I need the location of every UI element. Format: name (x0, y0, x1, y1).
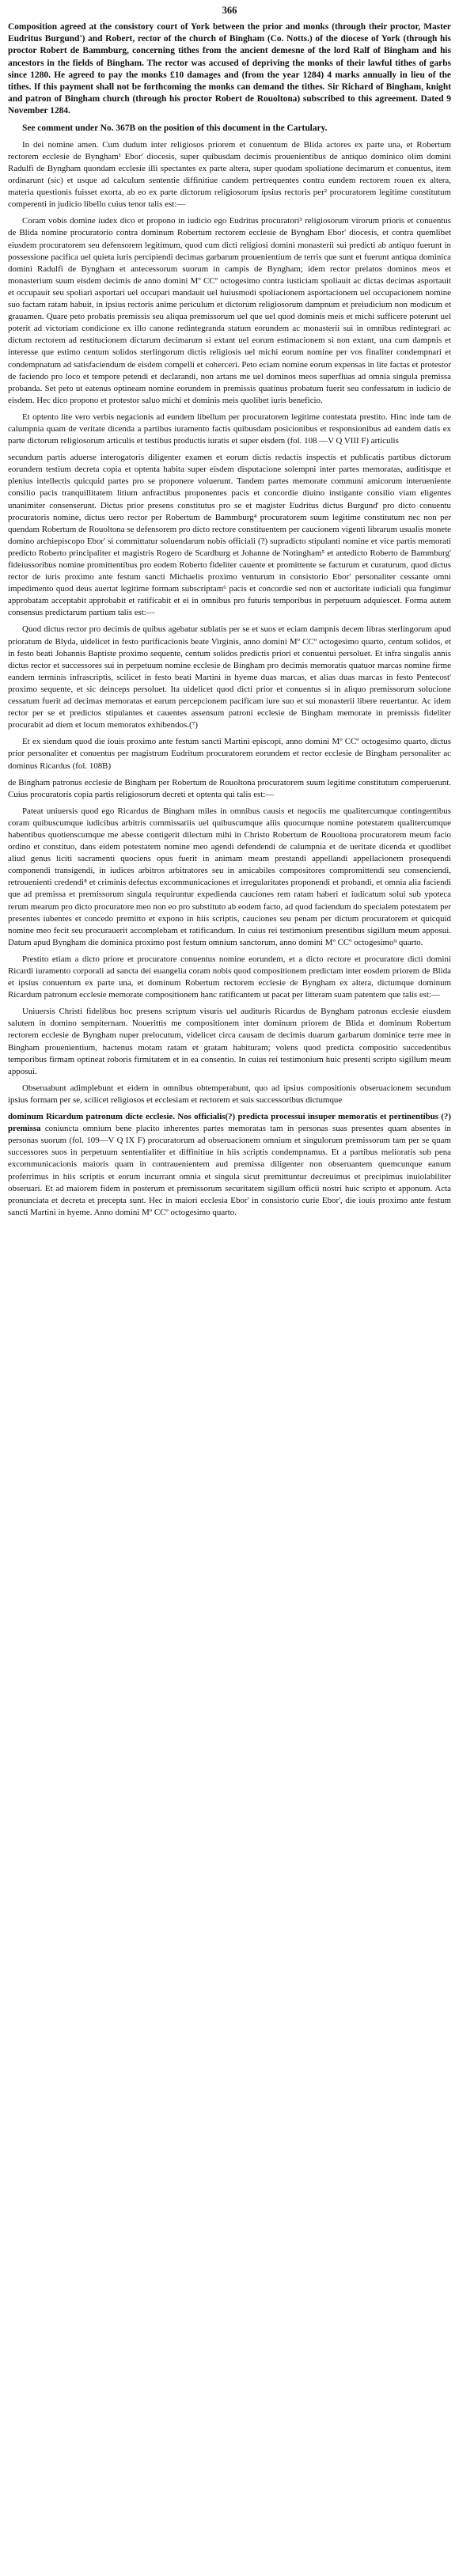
latin-paragraph-5: Quod dictus rector pro decimis de quibus agebatur sublatis per se et suos et eciam dampnis decem libras sterlingorum apud prioratum de Blyda, uidelicet in festo purificacionis beate Virginis, anno domini Mº CCº octogesimo quarto, centum solidos, et in festo beati Johannis Baptiste proximo sequente, centum solidos predictis priori et conuentui persoluet. Et infra singulis annis dictus rector et successores sui in perpetuum nomine ecclesie de Bingham pro decimis memoratis quatuor marcas nomine firme eandem terminis infrascriptis, scilicet in festo beati Martini in hyeme duas marcas, et alias duas marcas in festo Pentecost' proximo sequente, et sic deinceps persoluet. Ita uidelicet quod dicti prior et conuentus si in aliquo premissorum solucione cessatum fuerit ad decimas memoratas et earum percepcionem pacificam iure suo et sui monasterii libere reuertantur. Ac idem rector per se et predictos stipulantes et cauentes assensum patroni ecclesie de Bingham memorate in premissis fideliter procurabit ad diem et locum memoratos exhibendos.(⁷) (8, 624, 451, 730)
latin-paragraph-7: de Bingham patronus ecclesie de Bingham per Robertum de Rouoltona procuratorem suum legitime constitutum comperuerunt. Cuius procuratoris copia partis religiosorum decreti et optenta qui talis est:— (8, 777, 451, 799)
latin-paragraph-1: In dei nomine amen. Cum dudum inter religiosos priorem et conuentum de Blida actores ex parte una, et Robertum rectorem ecclesie de Byngham¹ Ebor' diocesis, super quibusdam decimis prouenientibus de antiquo dominico olim domini Radulfi de Byngham quondam ecclesie illi spectantes ex parte altera, super quodam spoliatione decimarum et conuentus, item ordinarunt (sic) et usque ad calculum sententie diffinitiue candem pertrequentes contra eundem rectorem rouen ex altera, materia questionis fuisset exorta, ab eo ex parte dictorum religiosorum ipsius rectoris per² procuratorem legitime constitutum comperenti in judicio libello cuius tenor talis est:— (8, 139, 451, 210)
final-paragraph-bold-start: dominum Ricardum patronum dicte ecclesie. Nos officialis(?) predicta processui insuper memoratis et pertinentibus (?) premissa (8, 1112, 451, 1134)
latin-paragraph-10: Uniuersis Christi fidelibus hoc presens scriptum visuris uel audituris Ricardus de Byngham patronus ecclesie eiusdem salutem in domino sempiternam. Nouerittis me compositionem inter dominum priorem de Blida et dominum Robertum rectorem ecclesie de Byngham nuper prelocutum, videlicet circa causam de decimis duarum garbarum dominice terre mee in Bingham prouenientium, hactenus motam ratam et gratam habituram; volens quod predicta compositio succedentibus temporibus firmam optineat roboris firmitatem et in ea consentio. In cuius rei testimonium huic presenti scripto sigillum meum apposui. (8, 1007, 451, 1076)
cross-reference-note: See comment under No. 367B on the position of this document in the Cartulary. (22, 123, 328, 133)
latin-paragraph-8: Pateat uniuersis quod ego Ricardus de Bingham miles in omnibus causis et negociis me qualitercumque contingentibus coram quibuscumque iudicibus arbitris commissariis uel quibuscumque aliis quocumque nomine potestatem qualitercumque habentibus quotienscumque me abesse contigerit dilectum mihi in Christo Robertum de Rouoltona procuratorem meum facio ordino et constituo, dans eidem potestatem nomine meo agendi defendendi de calumpnia et de ueritate dicenda et quodlibet aliud genus liciti sacramenti quociens opus fuerit in animam meam prestandi appellandi appellacionem prosequendi componendi transigendi, in iudices arbitros arbitratores seu in amicabiles compositores compromittendi seu consenciendi, retrouenienti credendi⁸ et criminis defectus excommunicaciones et irregularitates proponendi et probandi, et omnia alia faciendi que ad premissa et premissorum singula requiruntur expedienda cauciones rem ratam haberi et iudicatum solui sub ypoteca rerum mearum pro dicto procuratore meo non eo pro substituto ab eodem facto, ad quod faciendum do specialem potestatem per presentes iubentes et concedo premitto et expono in hiis scriptis, cauciones seu penam per dictum procuratorem et quicquid nomine meo fecit seu procurauerit accomplebam et ratificandum. In cuius rei testimonium presentibus sigillum meum apposui. Datum apud Byngham die dominica proximo post festum omnium sanctorum, anno domini Mº CCº octogesimo⁹ quarto. (8, 806, 451, 947)
document-page (8, 0, 451, 1219)
page-number: 366 (222, 5, 237, 16)
latin-paragraph-3: Et optento lite vero verbis negacionis ad eundem libellum per procuratorem legitime contestata prestito. Hinc inde tam de calumpnia quam de veritate dicenda a partibus iuramento factis quibusdam posicionibus et responsionibus ad eandem datis ex parte dictorum religiosorum articulis et testibus productis iuratis et super eisdem (fol. 108 —V Q VIII F) articulis (8, 412, 451, 446)
latin-paragraph-9: Prestito etiam a dicto priore et procuratore conuentus nomine eorundem, et a dicto rectore et procuratore dicti domini Ricardi iuramento corporali ad sancta dei euangelia coram nobis quod compositionem predictam inter eosdem priorem de Blida et ipsius conuentum ex parte una, et dominum Robertum rectorem ecclesie de Byngham ex altera, dictumque dominum Ricardum patronum ecclesie memorate compositionem hanc ratificantem ut pacat per litteram suam patentem que talis est:— (8, 954, 451, 1000)
document-summary: Composition agreed at the consistory court of York between the prior and monks (through their proctor, Master Eudritus Burgund') and Robert, rector of the church of Bingham (Co. Notts.) of the diocese of York (through his proctor Robert de Bammburg, concerning tithes from the ancient demesne of the lord Ralf of Bingham and his ancestors in the fields of Bingham. The rector was accused of depriving the monks of their lawful tithes of garbs since 1280. He agreed to pay the monks £10 damages and (from the year 1284) 4 marks annually in lieu of the tithes. If this payment shall not be forthcoming the monks can demand the tithes. Sir Richard of Bingham, knight and patron of Bingham church (through his proctor Robert de Rouoltona) subscribed to this agreement. Dated 9 November 1284. (8, 22, 451, 116)
latin-paragraph-4: secundum partis aduerse interogatoris diligenter examen et eorum dictis redactis inspectis et publicatis partibus dictorum eorundem testium decreta copia et optenta habita super eisdem disputacione solempni inter partes memoratas, auditisque et plenius intellectis quicquid partes pro se proponere voluerunt. Tandem partes memorate communi amicorum interueniente consilio pacis tranquillitatem litium anfractibus proponentes pacis et concordie diuino instigante consilio viam eligentes unanimiter consenserunt. Dictus prior presens constitutus pro se et magister Eudritus dictus Burgund' pro dicto conuentu procuratoris nomine, dictus uero rector per Robertum de Bammburg⁴ procuratorem suum legitime constitutum nec non per quendam Robertum de Rouoltona se defensorem pro dicto rectore constituentem per caucionem vigenti librarum usualis monete domino archiepiscopo Ebor' si committatur soluendarum nobis officiali (?) supradicto stipulanti nomine et vice partis memorati predicto Roberto principaliter et magistris Rogero de Scardburg et Johanne de Notingham⁵ et antedicto Roberto de Bammburg' fideiussoribus nomine promittentibus pro eodem Roberto fideliter cauente et promittente se facturum et curaturum, quod dictus rector de iuris proximo ante festum sancti Michaelis proximo venturum in consistorio Ebor' personaliter cessante omni impedimento quod deus auertat legitime formam subscriptam⁶ pacis et concordie sed non et auctoritate iudiciali qua fungimur approbatam acceptabit approbabit et ratificabit et ei in omnibus pro futuris temporibus in perpetuum adquiescet. Forma autem consensus predictarum partium talis est:— (8, 453, 451, 618)
latin-final-paragraph (8, 1111, 451, 1219)
latin-paragraph-2: Coram vobis domine iudex dico et propono in iudicio ego Eudritus procuratori³ religiosorum virorum prioris et conuentus de Blida nomine procuratorio contra dominum Robertum rectorem ecclesie de Byngham Ebor' diocesis, et contra quemlibet eiusdem procuratorem seu defensorem legitimum, quod cum dicti religiosi domini monasterii sui predicti ab antiquo fuerunt in possessione pacifica uel quieta iuris percipiendi decimas garbarum prouenientium de terris que sunt et fuerunt antiqua dominica domini Radulfi de Byngham et antecessorum suorum in campis de Byngham; idem rector prelatos dominos meos et monasterium suum eisdem decimis de anno domini Mº CCº octogesimo contra iusticiam spoliauit ac dictas decimas asportauit et occupauit seu spoliari asportari uel occupari mandauit uel huiusmodi spoliacionem asportacionem uel occupacionem nomine suo factam ratam habuit, in ipsius rectoris anime periculum et dictorum religiosorum dampnum et preiudicium non modicum et grauamen. Quare peto probatis premissis seu aliqua premissorum uel que uel quod dominis meis et michi sufficere poterunt uel poterit ad victoriam condicione ex illo canone redintegranda statum eorundem ac monasterii sui in omnibus redintegrari ac dictum rectorem ad restitucionem dictarum decimarum si extant uel eorum estimacionem si non extant, una cum dampnis et interesse que estimo centum solidos sterlingorum dictis religiosis uel michi eorum nomine per vos finaliter condempnari et condempnatum ad satisfaciendum de eisdem compelli et coherceri. Peto eciam nomine eorum expensas in lite factas et protestor de faciendo pro loco et tempore petendi et declarandi, non artans me uel dominos meos superfluas ad omnia singula premissa probanda. Set peto ut eatenus optineam nomine eorundem in premissis quatinus probatum fuerit seu confessatum in iudicio de eisdem. Hec dico propono et protestor saluo michi et dominis meis quolibet iuris beneficio. (8, 216, 451, 405)
latin-paragraph-6: Et ex siendum quod die iouis proximo ante festum sancti Martini episcopi, anno domini Mº CCº octogesimo quarto, dictus prior personaliter et conuentus per magistrum Eudritum procuratorem eorundem et rector ecclesie de Bingham personaliter ac dominus Ricardus (fol. 108B) (8, 737, 451, 771)
final-paragraph-text: coniuncta omnium bene placito inherentes partes memoratas tam in personas suas presentes quam absentes in personas suorum (fol. 109—V Q IX F) procuratorum ad obseruacionem omnium et singulorum premissorum tam per se quam successores suos in perpetuum sententialiter et diffinitiue in hiis scriptis condempnamus. Et a partibus melioratis sub pena excommunicacionis maioris quam in contrauenientem aud premissa diligenter non obseruantem quemcunque eanum proferrimus in hiis scriptis et eorum incurrant omnia et singula sicut premittuntur decreuimus et precipimus inuiolabiliter obseruari. Et ad maiorem fidem in posterum et premissorum securitatem sigillum officii nostri huic scripto et apponum. Acta pronunciata et decreta et precepta sunt. Hec in maiori ecclesia Ebor' in consistorio curie Ebor', die iouis proximo ante festum sancti Martini in hyeme. Anno domini Mº CCº octogesimo quarto. (8, 1124, 451, 1217)
latin-paragraph-11: Obseruabunt adimplebunt et eidem in omnibus obtemperabunt, quo ad ipsius compositionis obseruacionem secundum ipsius formam per se, scilicet religiosos et ecclesiam et rectorem et suis successoribus dictumque (8, 1083, 451, 1105)
